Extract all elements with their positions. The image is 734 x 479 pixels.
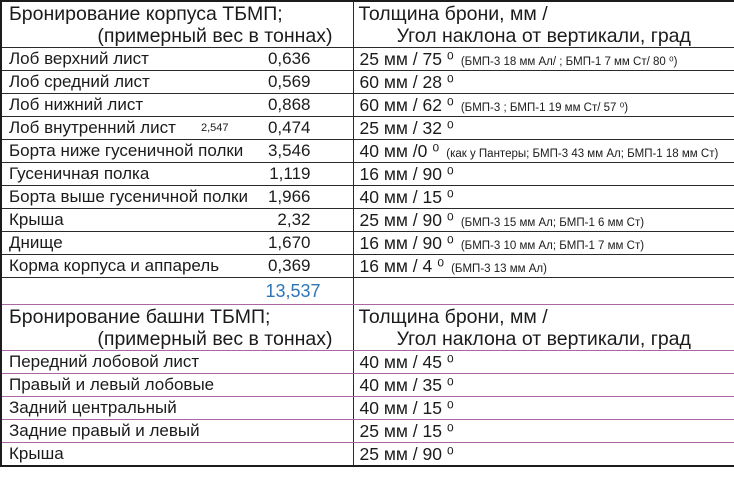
turret-header-cell <box>1 305 353 351</box>
armor-part-weight: 0,474 <box>267 118 311 137</box>
table-row-total <box>1 278 734 305</box>
comparison-note: (БМП-3 13 мм Ал) <box>451 262 547 275</box>
armor-part-weight: 1,670 <box>267 233 311 252</box>
thickness-angle-value: 60 мм / 62 ⁰ <box>359 94 454 115</box>
armor-part-label: Борта выше гусеничной полки <box>9 187 248 206</box>
table-row <box>1 140 734 163</box>
angle-header: Угол наклона от вертикали, град <box>396 24 691 47</box>
armor-part-label: Лоб средний лист <box>9 72 150 91</box>
armor-part-label: Крыша <box>9 210 64 229</box>
thickness-angle-value: 25 мм / 32 ⁰ <box>359 117 454 138</box>
angle-header: Угол наклона от вертикали, град <box>396 327 691 350</box>
turret-section-title: Бронирование башни ТБМП; <box>9 305 271 328</box>
table-row <box>1 163 734 186</box>
table-row <box>1 374 734 397</box>
comparison-note: (БМП-3 15 мм Ал; БМП-1 6 мм Ст) <box>460 216 645 229</box>
armor-part-label: Гусеничная полка <box>9 164 150 183</box>
armor-part-label: Борта ниже гусеничной полки <box>9 141 244 160</box>
armor-part-label: Лоб верхний лист <box>9 49 149 68</box>
thickness-angle-value: 40 мм / 15 ⁰ <box>359 397 454 418</box>
hull-header-cell <box>1 1 353 48</box>
armor-part-weight: 0,636 <box>267 49 311 68</box>
thickness-angle-value: 25 мм / 75 ⁰ <box>359 48 454 69</box>
thickness-angle-value: 40 мм / 15 ⁰ <box>359 186 454 207</box>
empty-cell <box>353 278 734 305</box>
armor-part-label: Днище <box>9 233 63 252</box>
armor-part-label: Задний центральный <box>9 398 177 417</box>
table-row <box>1 94 734 117</box>
table-row <box>1 443 734 467</box>
table-row <box>1 232 734 255</box>
table-row <box>1 48 734 71</box>
armor-part-weight: 2,32 <box>277 210 311 229</box>
turret-thickness-header-cell <box>353 305 734 351</box>
armor-part-label: Лоб внутренний лист <box>9 118 176 137</box>
comparison-note: (БМП-3 10 мм Ал; БМП-1 7 мм Ст) <box>460 239 645 252</box>
armor-part-weight: 3,546 <box>267 141 311 160</box>
table-row <box>1 351 734 374</box>
armor-part-label: Крыша <box>9 444 64 463</box>
table-row <box>1 420 734 443</box>
comparison-note: (как у Пантеры; БМП-3 43 мм Ал; БМП-1 18 мм Ст) <box>446 147 719 160</box>
table-row <box>1 71 734 94</box>
table-row <box>1 117 734 140</box>
comparison-note: (БМП-3 ; БМП-1 19 мм Ст/ 57 ⁰) <box>460 101 629 114</box>
thickness-angle-value: 25 мм / 90 ⁰ <box>359 443 454 464</box>
armor-part-weight: 1,966 <box>267 187 311 206</box>
armor-part-label: Правый и левый лобовые <box>9 375 215 394</box>
hull-total-weight: 13,537 <box>265 280 321 301</box>
armor-part-weight: 0,569 <box>267 72 311 91</box>
table-row <box>1 397 734 420</box>
table-row <box>1 186 734 209</box>
armor-part-label: Задние правый и левый <box>9 421 200 440</box>
thickness-header: Толщина брони, мм / <box>358 305 548 328</box>
thickness-angle-value: 40 мм / 45 ⁰ <box>359 351 454 372</box>
armor-part-weight: 0,369 <box>267 256 311 275</box>
hull-section-title: Бронирование корпуса ТБМП; <box>9 2 283 25</box>
armor-part-weight: 0,868 <box>267 95 311 114</box>
thickness-header: Толщина брони, мм / <box>358 2 548 25</box>
armor-part-label: Корма корпуса и аппарель <box>9 256 220 275</box>
armor-part-weight: 1,119 <box>269 164 311 183</box>
hull-weight-unit-note: (примерный вес в тоннах) <box>97 24 333 47</box>
thickness-angle-value: 16 мм / 90 ⁰ <box>359 163 454 184</box>
thickness-angle-value: 60 мм / 28 ⁰ <box>359 71 454 92</box>
thickness-angle-value: 16 мм / 90 ⁰ <box>359 232 454 253</box>
turret-weight-unit-note: (примерный вес в тоннах) <box>97 327 333 350</box>
table-row <box>1 255 734 278</box>
thickness-angle-value: 40 мм / 35 ⁰ <box>359 374 454 395</box>
thickness-angle-value: 40 мм /0 ⁰ <box>359 140 440 161</box>
thickness-angle-value: 25 мм / 15 ⁰ <box>359 420 454 441</box>
armor-part-label: Передний лобовой лист <box>9 352 200 371</box>
thickness-angle-value: 16 мм / 4 ⁰ <box>359 255 445 276</box>
thickness-angle-value: 25 мм / 90 ⁰ <box>359 209 454 230</box>
hull-thickness-header-cell <box>353 1 734 48</box>
comparison-note: (БМП-3 18 мм Ал/ ; БМП-1 7 мм Ст/ 80 ⁰) <box>460 55 678 68</box>
table-row <box>1 209 734 232</box>
armor-part-label: Лоб нижний лист <box>9 95 144 114</box>
armor-part-subtotal: 2,547 <box>200 122 229 134</box>
